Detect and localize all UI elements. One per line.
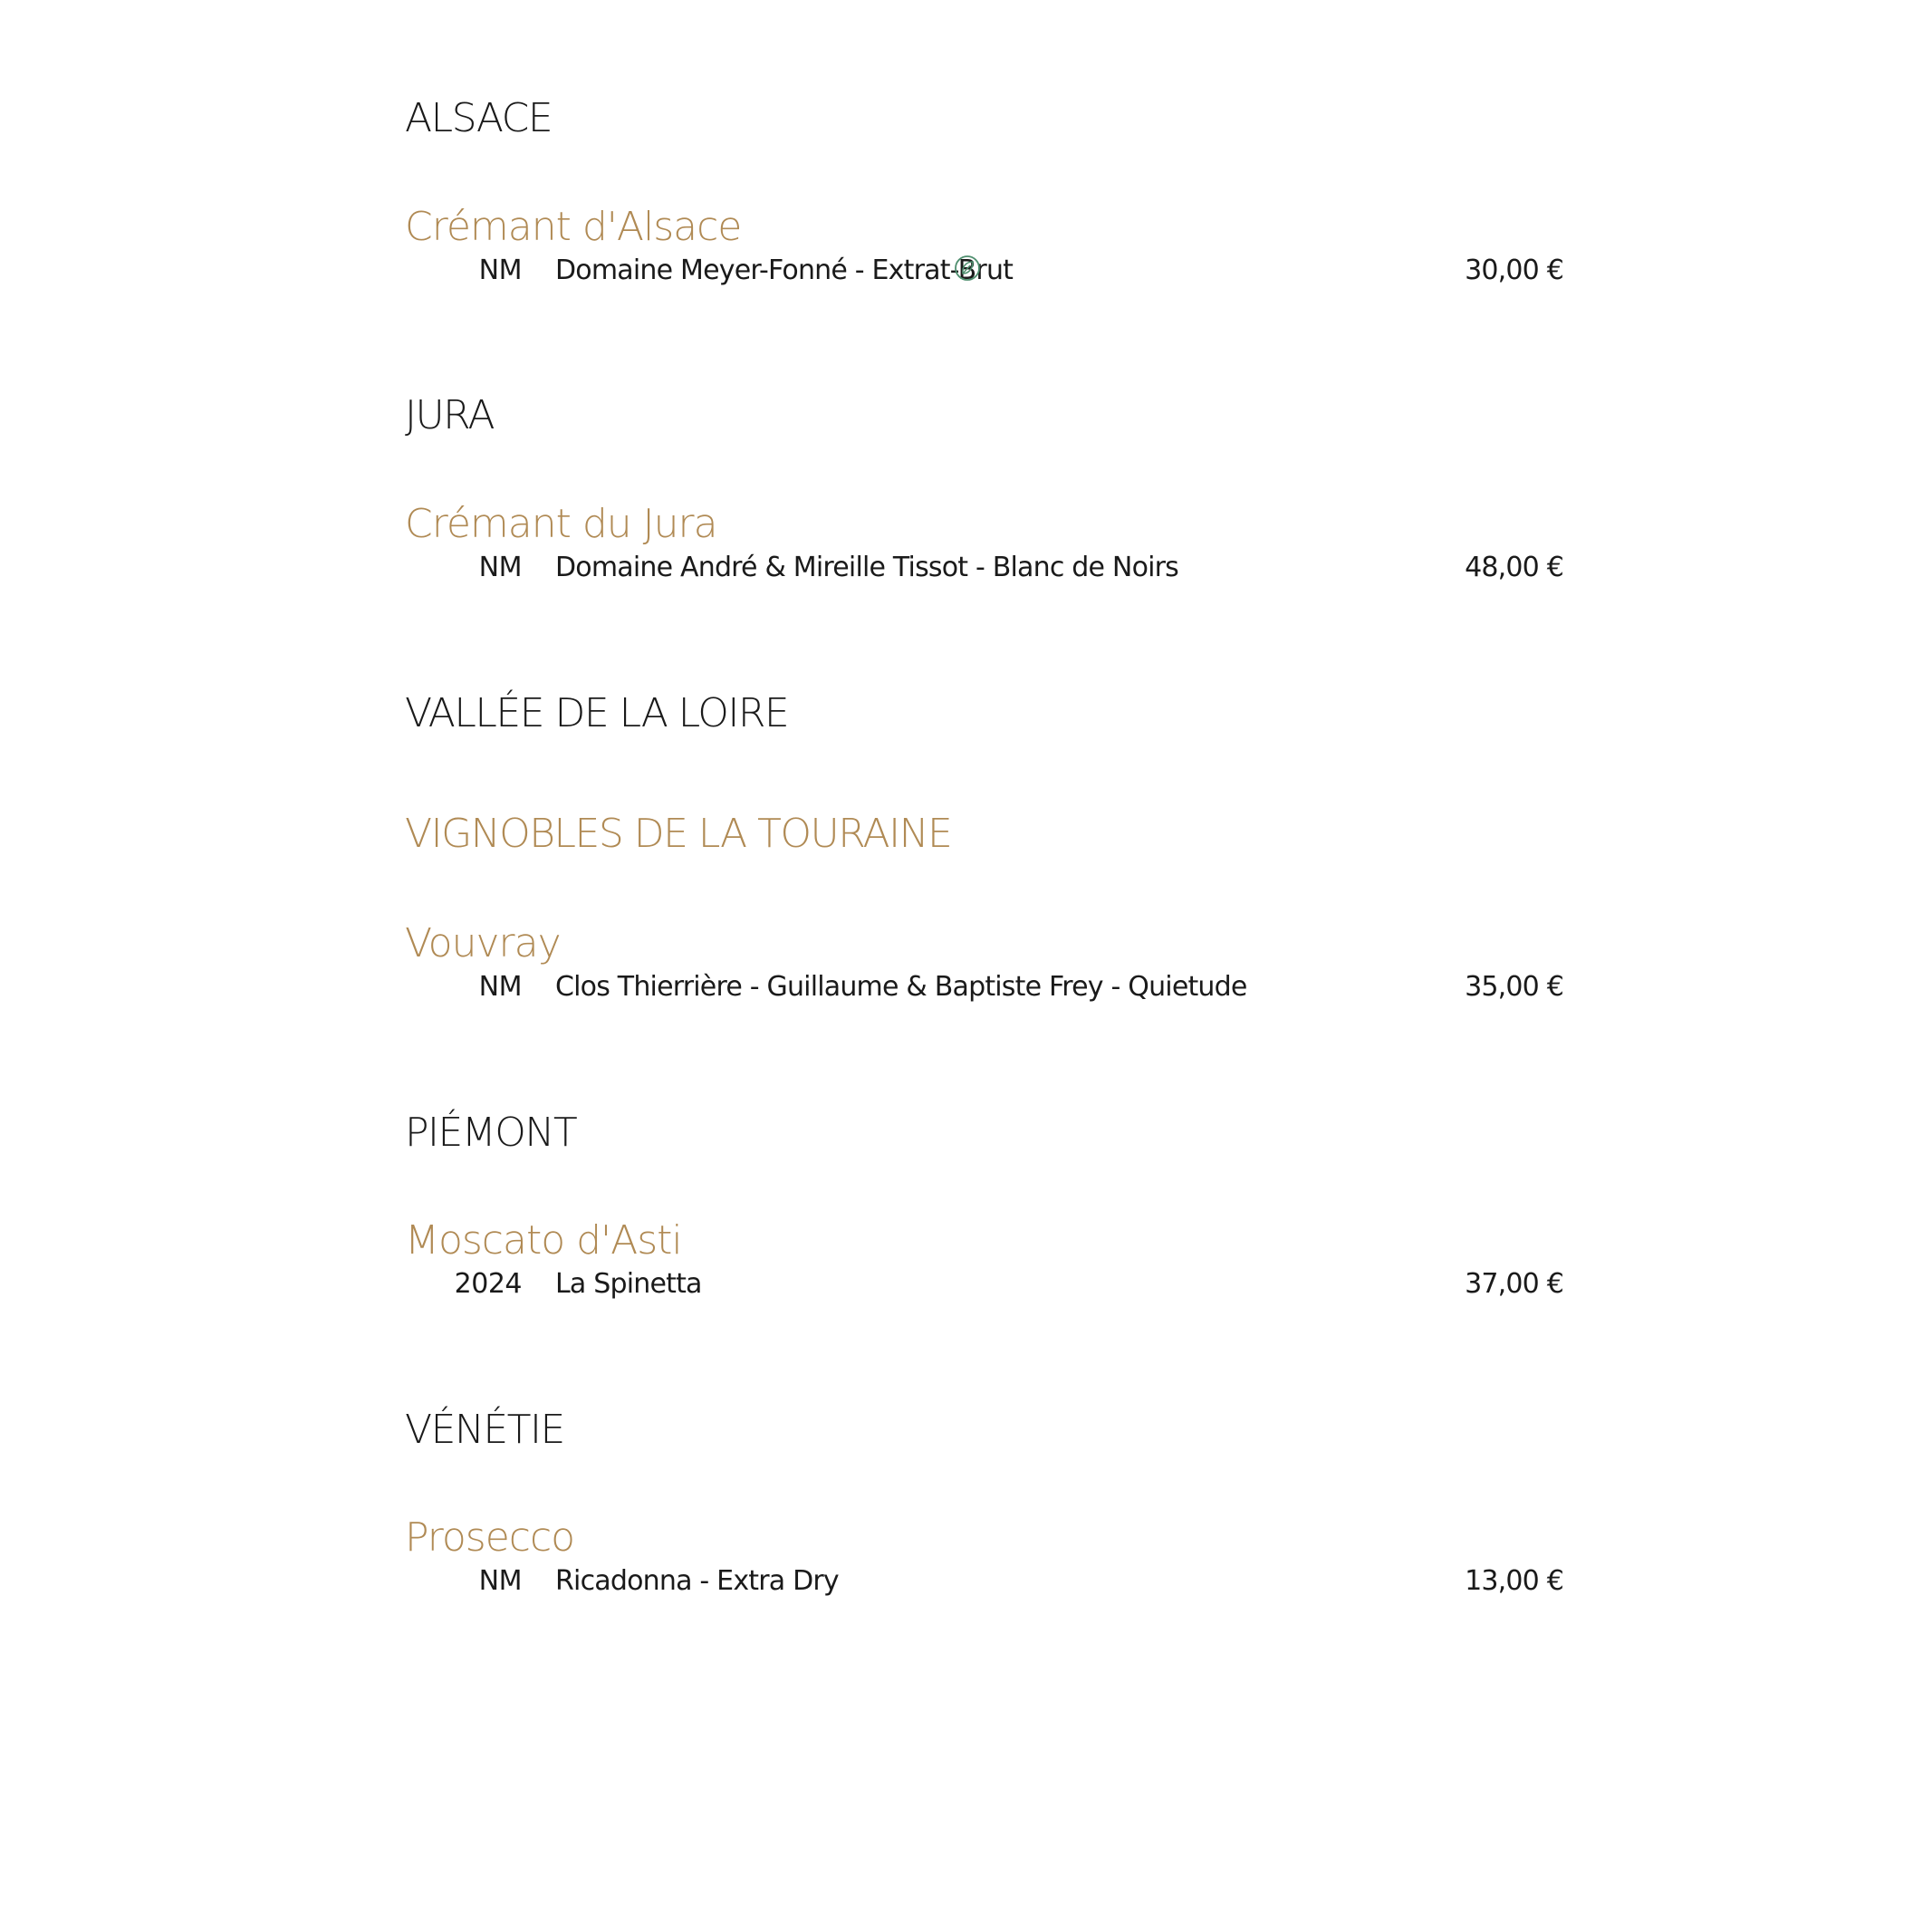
- wine-vintage: 2024: [454, 1268, 522, 1300]
- appellation-cremant-jura: Crémant du Jura: [405, 501, 717, 547]
- region-heading-piemont: PIÉMONT: [405, 1110, 577, 1156]
- wine-name: Clos Thierrière - Guillaume & Baptiste Frey - Quietude: [555, 971, 1247, 1003]
- appellation-moscato-asti: Moscato d'Asti: [405, 1217, 682, 1264]
- region-heading-venetie: VÉNÉTIE: [405, 1407, 564, 1453]
- wine-name: Ricadonna - Extra Dry: [555, 1565, 839, 1597]
- region-heading-loire: VALLÉE DE LA LOIRE: [405, 690, 789, 736]
- wine-price: 13,00 €: [1465, 1565, 1563, 1597]
- wine-price: 30,00 €: [1465, 255, 1563, 286]
- wine-price: 37,00 €: [1465, 1268, 1563, 1300]
- region-heading-jura: JURA: [405, 392, 495, 438]
- appellation-prosecco: Prosecco: [405, 1514, 575, 1561]
- wine-vintage: NM: [478, 971, 522, 1003]
- wine-vintage: NM: [478, 1565, 522, 1597]
- wine-name: Domaine Meyer-Fonné - Extrat-Brut: [555, 255, 1014, 286]
- organic-leaf-icon: [954, 255, 981, 282]
- appellation-cremant-alsace: Crémant d'Alsace: [405, 204, 742, 250]
- wine-price: 35,00 €: [1465, 971, 1563, 1003]
- region-heading-alsace: ALSACE: [405, 95, 553, 141]
- wine-name: Domaine André & Mireille Tissot - Blanc de Noirs: [555, 552, 1179, 583]
- appellation-vouvray: Vouvray: [405, 920, 561, 966]
- subregion-heading-touraine: VIGNOBLES DE LA TOURAINE: [405, 811, 952, 857]
- wine-price: 48,00 €: [1465, 552, 1563, 583]
- wine-vintage: NM: [478, 552, 522, 583]
- wine-name: La Spinetta: [555, 1268, 702, 1300]
- wine-vintage: NM: [478, 255, 522, 286]
